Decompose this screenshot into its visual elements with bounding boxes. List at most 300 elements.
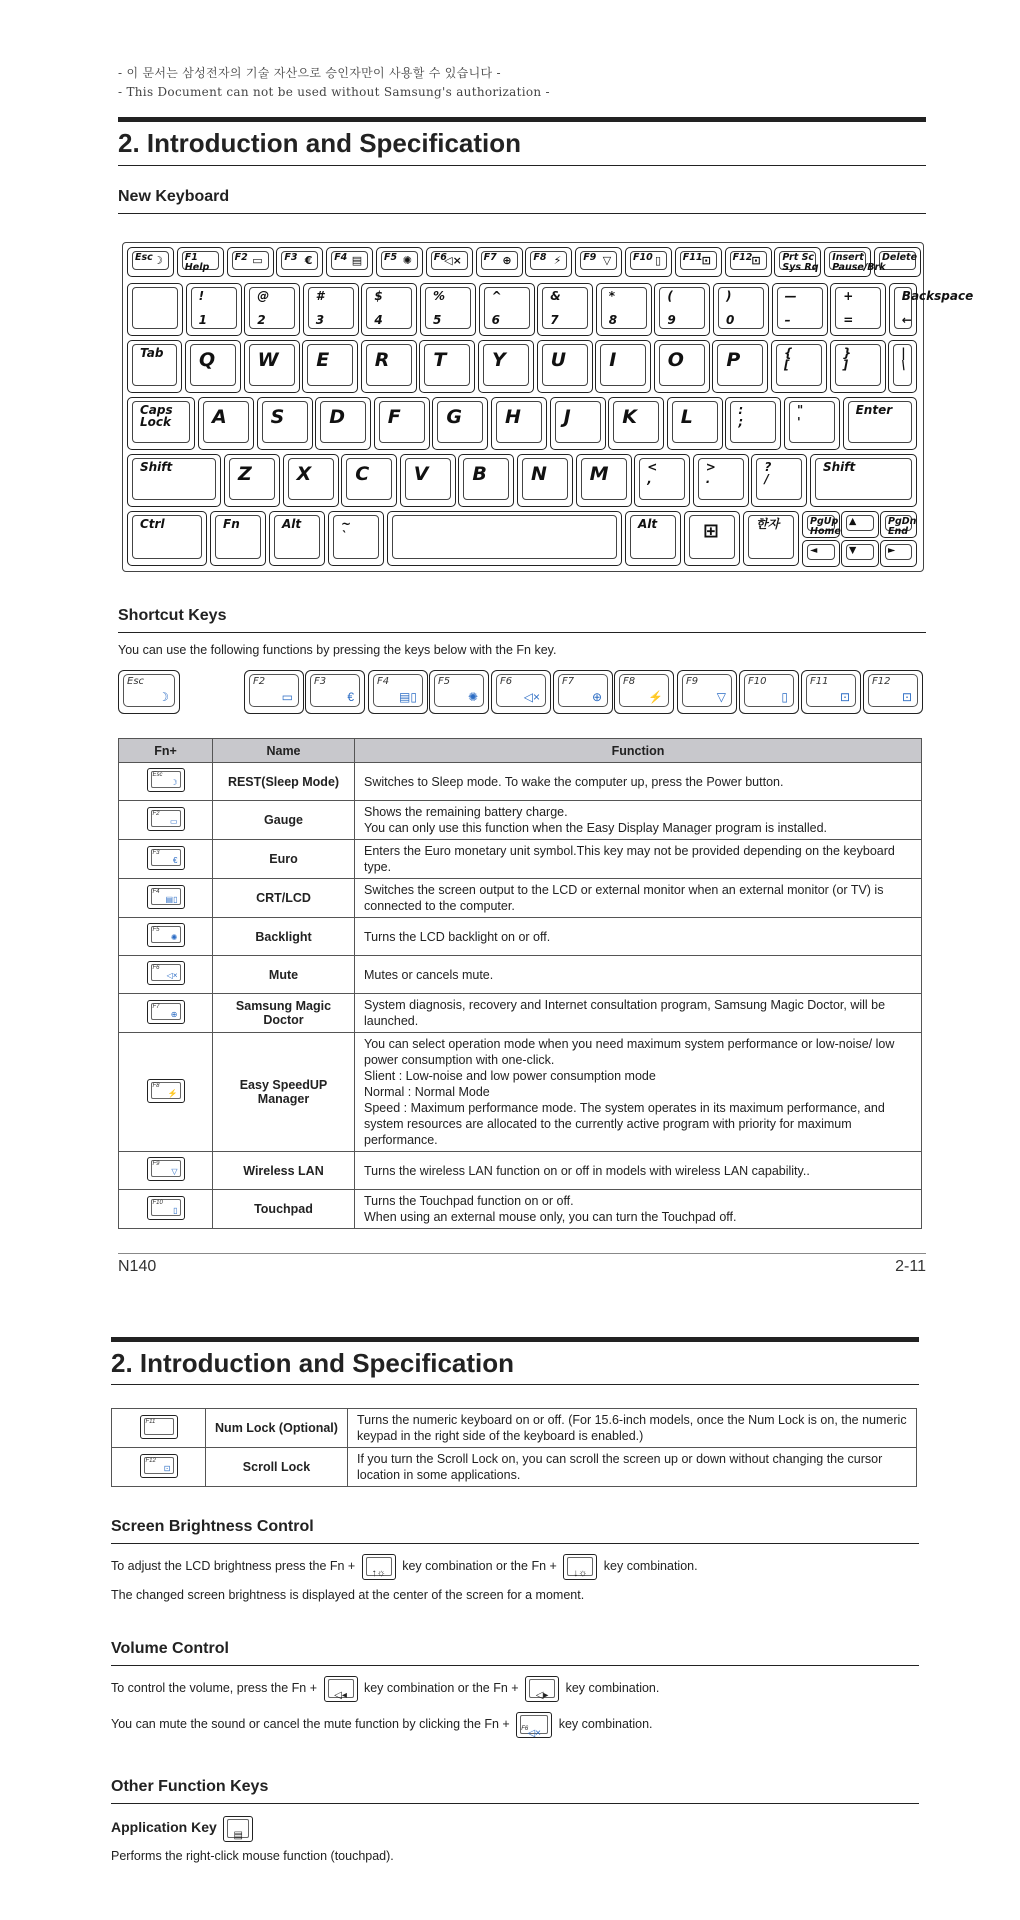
fn-strip-key-label: F2 xyxy=(253,676,266,687)
key-image xyxy=(147,1157,185,1181)
function-cell: Turns the numeric keyboard on or off. (For 15.6-inch models, once the Num Lock is on, the numeric keypad in the right side of the keyboard is enabled.) xyxy=(348,1409,917,1448)
letter-key xyxy=(537,340,593,393)
key-label: | \ xyxy=(901,346,906,372)
fn-strip-key-icon: ▽ xyxy=(716,690,726,704)
key-image-label: Esc xyxy=(152,772,163,778)
number-key xyxy=(830,283,886,336)
key-image xyxy=(140,1415,178,1439)
application-key xyxy=(223,1816,253,1842)
hanja-key xyxy=(743,511,799,566)
pgdn-end-key xyxy=(880,511,917,538)
letter-key xyxy=(667,397,723,450)
fn-strip-key-label: F3 xyxy=(314,676,327,687)
other-function-keys-heading: Other Function Keys xyxy=(111,1778,269,1795)
key-label: P xyxy=(726,349,741,371)
shift-key-right xyxy=(810,454,917,507)
brightness-up-key xyxy=(362,1554,396,1580)
key-label: : ; xyxy=(738,403,744,429)
key-image xyxy=(147,1079,185,1103)
tilde-key xyxy=(328,511,384,566)
key-label: Caps Lock xyxy=(140,403,173,429)
function-cell xyxy=(355,879,922,918)
key-label: 4 xyxy=(374,313,383,327)
title-rule-top xyxy=(118,117,926,122)
mute-key-label: F6 xyxy=(521,1725,529,1732)
page-title: 2. Introduction and Specification xyxy=(118,128,522,158)
key-icon: ⚡ xyxy=(553,254,562,267)
key-label: Y xyxy=(492,349,506,371)
key-image-label: F6 xyxy=(152,965,160,971)
letter-key xyxy=(185,340,241,393)
fn-strip-key xyxy=(368,670,428,714)
key-label: Q xyxy=(199,349,216,371)
key-label: Alt xyxy=(638,517,658,531)
arrow-down-icon: ▼ xyxy=(849,545,857,556)
number-key xyxy=(244,283,300,336)
table-row xyxy=(119,994,922,1033)
key-label: PgDn End xyxy=(888,516,917,537)
key-shift-label: + xyxy=(843,289,854,303)
key-label: S xyxy=(270,406,285,428)
table-row xyxy=(119,1152,922,1190)
confidential-notice-korean: - 이 문서는 삼성전자의 기술 자산으로 승인자만이 사용할 수 있습니다 - xyxy=(118,66,501,80)
table-header-name: Name xyxy=(213,739,355,763)
letter-key xyxy=(315,397,371,450)
key-icon: ▯ xyxy=(654,254,661,267)
key-label: M xyxy=(589,463,609,485)
key-image-label: F5 xyxy=(152,927,160,933)
brightness-text-b: key combination or the Fn + xyxy=(402,1559,557,1573)
volume-down-key xyxy=(324,1676,358,1702)
key-image-icon: € xyxy=(173,855,178,865)
key-label: W xyxy=(257,349,279,371)
function-cell xyxy=(355,1033,922,1152)
letter-key xyxy=(283,454,339,507)
key-label: Delete xyxy=(882,252,918,263)
volume-text-c: key combination. xyxy=(565,1681,660,1695)
volume-paragraph xyxy=(111,1674,659,1702)
key-image-label: F8 xyxy=(152,1082,160,1089)
brightness-note: The changed screen brightness is displayed at the center of the screen for a moment. xyxy=(111,1588,585,1602)
function-key xyxy=(824,247,886,277)
arrow-up-key xyxy=(841,511,879,538)
letter-key xyxy=(712,340,768,393)
letter-key xyxy=(491,397,547,450)
menu-icon: ▤ xyxy=(233,1829,243,1841)
table-row xyxy=(112,1448,917,1487)
function-line: Turns the LCD backlight on or off. xyxy=(364,929,551,944)
letter-key xyxy=(550,397,606,450)
shortcut-table xyxy=(118,738,922,1229)
key-label: Insert Pause/Brk xyxy=(832,252,886,273)
key-cell xyxy=(112,1448,206,1487)
key-icon: ▭ xyxy=(252,254,263,267)
function-line: Slient : Low-noise and low power consumption mode xyxy=(364,1069,656,1083)
key-image-icon: ▤▯ xyxy=(165,894,178,904)
key-label: J xyxy=(563,406,571,428)
key-image-icon: ▯ xyxy=(173,1205,178,1215)
volume-text-b: key combination or the Fn + xyxy=(363,1681,519,1695)
key-image-label: F12 xyxy=(145,1457,156,1464)
key-icon: ⊕ xyxy=(502,254,512,267)
key-label: Tab xyxy=(140,346,164,360)
key-label: 6 xyxy=(491,313,500,327)
function-key xyxy=(725,247,772,277)
key-image xyxy=(147,961,185,985)
mute-paragraph xyxy=(111,1710,653,1738)
letter-key xyxy=(244,340,300,393)
function-cell xyxy=(355,994,922,1033)
fn-strip-key xyxy=(553,670,613,714)
key-label: F9 xyxy=(583,252,597,263)
volume-heading: Volume Control xyxy=(111,1640,229,1657)
key-icon: ✺ xyxy=(402,254,412,267)
letter-key xyxy=(634,454,690,507)
key-label: PgUp Home xyxy=(810,516,841,537)
key-label: Prt Sc Sys Rq xyxy=(782,252,819,273)
letter-key xyxy=(784,397,840,450)
fn-key xyxy=(210,511,266,566)
section-rule xyxy=(111,1665,919,1666)
key-icon: ☽ xyxy=(153,254,163,267)
table-header-fn: Fn+ xyxy=(119,739,213,763)
key-label: X xyxy=(296,463,312,485)
function-line: Switches to Sleep mode. To wake the computer up, press the Power button. xyxy=(364,774,784,789)
footer-model: N140 xyxy=(118,1258,157,1275)
fn-strip-key xyxy=(305,670,365,714)
key-label: F4 xyxy=(334,252,348,263)
name-cell: Wireless LAN xyxy=(213,1152,355,1190)
number-key xyxy=(713,283,769,336)
function-cell xyxy=(355,1190,922,1229)
function-line: Enters the Euro monetary unit symbol.This key may not be provided depending on the keyboard type. xyxy=(364,844,895,874)
key-label: F7 xyxy=(483,252,497,263)
key-shift-label: % xyxy=(433,289,446,303)
key-label: Esc xyxy=(135,252,153,263)
number-key xyxy=(303,283,359,336)
key-label: 3 xyxy=(315,313,325,327)
arrow-left-key xyxy=(802,540,840,567)
key-image-label: F2 xyxy=(152,810,160,817)
letter-key xyxy=(517,454,573,507)
section-rule xyxy=(111,1803,919,1804)
function-key xyxy=(376,247,423,277)
key-label: { [ xyxy=(784,346,793,372)
arrow-left-icon: ◄ xyxy=(810,545,818,556)
key-image-label: F9 xyxy=(152,1161,160,1167)
table-row xyxy=(119,763,922,801)
fn-strip-key-icon: ▭ xyxy=(281,690,293,704)
footer-page-number: 2-11 xyxy=(895,1258,926,1275)
key-shift-label: $ xyxy=(374,289,383,303)
function-key xyxy=(227,247,274,277)
section-rule xyxy=(118,213,926,214)
key-label: D xyxy=(329,406,345,428)
letter-key xyxy=(771,340,827,393)
name-cell: Samsung Magic Doctor xyxy=(213,994,355,1033)
name-cell: Mute xyxy=(213,956,355,994)
arrow-down-key xyxy=(841,540,879,567)
key-label: K xyxy=(622,406,637,428)
number-key xyxy=(479,283,535,336)
key-label: O xyxy=(667,349,684,371)
letter-key xyxy=(693,454,749,507)
arrow-right-key xyxy=(880,540,917,567)
windows-key xyxy=(684,511,740,566)
letter-key xyxy=(576,454,632,507)
letter-key xyxy=(400,454,456,507)
page-title-2: 2. Introduction and Specification xyxy=(111,1348,515,1378)
brightness-text-a: To adjust the LCD brightness press the Fn + xyxy=(111,1559,356,1573)
key-label: A xyxy=(212,406,227,428)
function-line: Turns the Touchpad function on or off. xyxy=(364,1194,574,1208)
key-label: F xyxy=(387,406,401,428)
fn-strip-key-icon: ▤▯ xyxy=(399,690,417,704)
brightness-up-icon: ↑☼ xyxy=(371,1567,386,1579)
mute-icon: ◁× xyxy=(527,1727,541,1739)
key-cell xyxy=(119,879,213,918)
number-key xyxy=(420,283,476,336)
number-key xyxy=(537,283,593,336)
key-cell xyxy=(119,763,213,801)
fn-strip-key-label: F11 xyxy=(810,676,829,687)
key-shift-label: ( xyxy=(667,289,673,303)
key-image xyxy=(140,1454,178,1478)
key-shift-label: @ xyxy=(257,289,270,303)
pgup-home-key xyxy=(802,511,840,538)
shift-key-left xyxy=(127,454,221,507)
shortcut-table-continued xyxy=(111,1408,917,1487)
backspace-key xyxy=(889,283,974,336)
fn-strip-key-icon: ⊕ xyxy=(591,690,602,704)
brightness-paragraph xyxy=(111,1552,698,1580)
key-image-icon: ⊡ xyxy=(163,1463,171,1473)
fn-strip-key xyxy=(863,670,923,714)
key-icon: ⊡ xyxy=(701,254,711,267)
key-label: F10 xyxy=(633,252,653,263)
key-label: F1 Help xyxy=(184,252,210,273)
key-shift-label: ) xyxy=(726,289,732,303)
function-key xyxy=(177,247,224,277)
function-key xyxy=(874,247,921,277)
key-label: ? / xyxy=(764,460,772,486)
key-label: Alt xyxy=(282,517,302,531)
fn-strip-key-icon: € xyxy=(347,690,354,704)
key-label: F2 xyxy=(234,252,248,263)
fn-strip-key-label: F10 xyxy=(748,676,767,687)
arrow-right-icon: ► xyxy=(888,545,896,556)
number-key xyxy=(361,283,417,336)
volume-up-icon: ◁▸ xyxy=(535,1689,549,1701)
table-row xyxy=(119,956,922,994)
brightness-text-c: key combination. xyxy=(603,1559,698,1573)
key-image-icon: ⚡ xyxy=(167,1088,178,1098)
fn-strip-key-label: F4 xyxy=(377,676,390,687)
footer-rule xyxy=(118,1253,926,1254)
letter-key xyxy=(341,454,397,507)
key-label: F3 xyxy=(284,252,298,263)
key-label: ▲ xyxy=(849,516,857,527)
number-key xyxy=(127,283,183,336)
key-label: > . xyxy=(705,460,716,486)
key-cell xyxy=(119,801,213,840)
key-label: 5 xyxy=(433,313,442,327)
fn-strip-key-label: F6 xyxy=(500,676,513,687)
number-key xyxy=(654,283,710,336)
name-cell: Touchpad xyxy=(213,1190,355,1229)
key-image-label: F4 xyxy=(152,888,160,895)
key-image-icon: ◁× xyxy=(166,971,178,980)
key-label: 9 xyxy=(667,313,676,327)
function-cell xyxy=(355,763,922,801)
name-cell: Gauge xyxy=(213,801,355,840)
key-cell xyxy=(119,840,213,879)
key-label: U xyxy=(550,349,567,371)
letter-key xyxy=(888,340,917,393)
fn-strip-key xyxy=(614,670,674,714)
key-shift-label: # xyxy=(315,289,325,303)
key-image xyxy=(147,807,185,831)
key-label: B xyxy=(472,463,487,485)
name-cell: Scroll Lock xyxy=(206,1448,348,1487)
fn-strip-key-label: F12 xyxy=(872,676,891,687)
key-label: < , xyxy=(647,460,658,486)
key-label: H xyxy=(505,406,521,428)
key-image-label: F7 xyxy=(152,1003,160,1010)
fn-strip-key-label: F8 xyxy=(623,676,636,687)
key-label: Backspace xyxy=(901,289,974,303)
key-cell xyxy=(119,1033,213,1152)
application-key-line xyxy=(111,1813,256,1842)
letter-key xyxy=(198,397,254,450)
key-cell xyxy=(119,918,213,956)
fn-strip-key xyxy=(677,670,737,714)
number-key xyxy=(772,283,828,336)
key-icon: ⊡ xyxy=(751,254,761,267)
name-cell: REST(Sleep Mode) xyxy=(213,763,355,801)
function-key xyxy=(625,247,672,277)
title-rule-bottom xyxy=(118,165,926,166)
fn-strip-key-icon: ☽ xyxy=(158,690,169,704)
space-bar xyxy=(387,511,622,566)
key-shift-label: ! xyxy=(198,289,205,303)
function-key xyxy=(127,247,174,277)
function-key xyxy=(675,247,722,277)
key-shift-label: ^ xyxy=(491,289,502,303)
title-rule-bottom xyxy=(111,1384,919,1385)
fn-strip-key-label: F7 xyxy=(562,676,575,687)
key-label: V xyxy=(413,463,429,485)
table-row xyxy=(119,879,922,918)
key-label: Enter xyxy=(855,403,893,417)
letter-key xyxy=(361,340,417,393)
brightness-down-key xyxy=(563,1554,597,1580)
function-cell: If you turn the Scroll Lock on, you can scroll the screen up or down without changing the cursor location in some applications. xyxy=(348,1448,917,1487)
section-rule xyxy=(118,632,926,633)
table-row xyxy=(119,801,922,840)
key-icon: ▽ xyxy=(602,254,612,267)
table-row xyxy=(112,1409,917,1448)
key-image xyxy=(147,923,185,947)
letter-key xyxy=(608,397,664,450)
key-image-label: F10 xyxy=(152,1199,163,1206)
fn-strip-key xyxy=(801,670,861,714)
key-label: G xyxy=(446,406,462,428)
alt-key-left xyxy=(269,511,325,566)
key-label: Shift xyxy=(140,460,173,474)
key-label: Z xyxy=(238,463,252,485)
name-cell: Euro xyxy=(213,840,355,879)
table-row xyxy=(119,1190,922,1229)
key-label: F11 xyxy=(682,252,703,263)
name-cell: Backlight xyxy=(213,918,355,956)
key-icon: ▤ xyxy=(351,254,363,267)
function-line: Mutes or cancels mute. xyxy=(364,967,494,982)
function-key xyxy=(476,247,523,277)
function-cell xyxy=(355,840,922,879)
key-cell xyxy=(119,994,213,1033)
ctrl-key xyxy=(127,511,207,566)
fn-strip-key-icon: ⚡ xyxy=(648,690,663,704)
letter-key xyxy=(374,397,430,450)
key-icon: € xyxy=(304,254,313,267)
volume-down-icon: ◁◂ xyxy=(334,1689,347,1701)
key-label: N xyxy=(531,463,547,485)
name-cell: Num Lock (Optional) xyxy=(206,1409,348,1448)
new-keyboard-heading: New Keyboard xyxy=(118,188,230,205)
key-label: " ' xyxy=(797,403,804,429)
letter-key xyxy=(751,454,807,507)
fn-strip-key-label: Esc xyxy=(127,676,145,687)
confidential-notice-english: - This Document can not be used without Samsung's authorization - xyxy=(118,85,550,99)
letter-key xyxy=(419,340,475,393)
function-line: System diagnosis, recovery and Internet consultation program, Samsung Magic Doctor, will be launched. xyxy=(364,998,886,1028)
function-key xyxy=(426,247,473,277)
function-line: When using an external mouse only, you can turn the Touchpad off. xyxy=(364,1210,737,1224)
function-line: Speed : Maximum performance mode. The system operates in its maximum performance, and system resources are allocated to the currently active program with priority for maximum performance. xyxy=(364,1101,885,1147)
number-key xyxy=(186,283,242,336)
key-shift-label: — xyxy=(784,289,797,303)
table-row xyxy=(119,918,922,956)
windows-logo-icon: ⊞ xyxy=(703,520,719,542)
key-image xyxy=(147,885,185,909)
letter-key xyxy=(654,340,710,393)
letter-key xyxy=(432,397,488,450)
key-label: F8 xyxy=(533,252,547,263)
fn-strip-key-icon: ✺ xyxy=(467,690,478,704)
mute-key xyxy=(516,1712,552,1738)
key-label: C xyxy=(355,463,370,485)
key-label: T xyxy=(433,349,447,371)
fn-strip-key xyxy=(244,670,304,714)
letter-key xyxy=(257,397,313,450)
key-image xyxy=(147,1196,185,1220)
key-label: F6 xyxy=(433,252,447,263)
function-line: You can select operation mode when you need maximum system performance or low-noise/ low power consumption with one-click. xyxy=(364,1037,895,1067)
fn-strip-key xyxy=(118,670,180,714)
key-shift-label: & xyxy=(550,289,561,303)
key-image xyxy=(147,846,185,870)
key-image-label: F11 xyxy=(145,1418,156,1425)
tab-key xyxy=(127,340,182,393)
shortcut-intro: You can use the following functions by pressing the keys below with the Fn key. xyxy=(118,643,557,657)
key-cell xyxy=(119,1190,213,1229)
key-label: F5 xyxy=(384,252,398,263)
key-label: Shift xyxy=(823,460,856,474)
application-key-description: Performs the right-click mouse function (touchpad). xyxy=(111,1849,394,1863)
key-label: } ] xyxy=(842,346,852,372)
function-line: Turns the wireless LAN function on or off in models with wireless LAN capability.. xyxy=(364,1163,810,1178)
